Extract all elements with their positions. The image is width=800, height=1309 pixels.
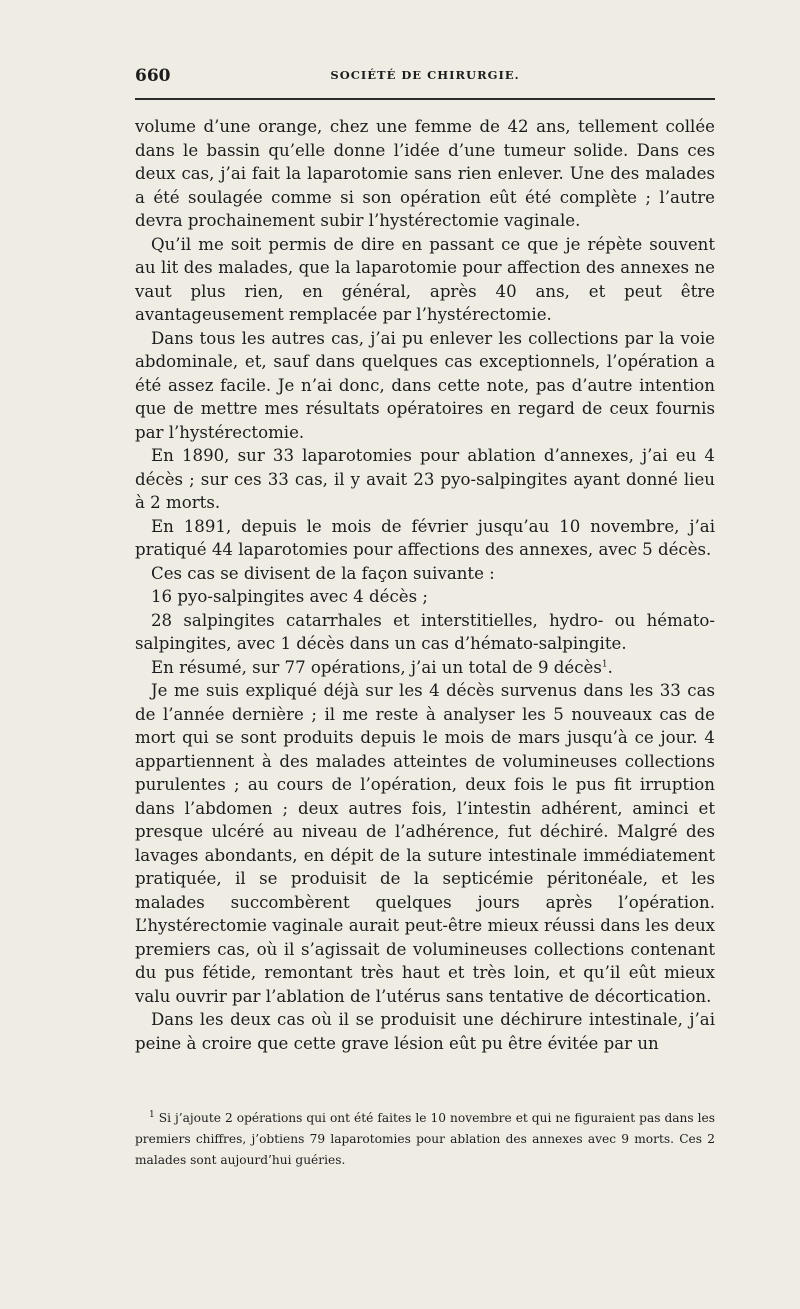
- paragraph-8: 28 salpingites catarrhales et interstitielles, hydro- ou hémato-salpingites, avec 1 décès dans un cas d’hémato-salpingite.: [135, 610, 715, 653]
- running-title: SOCIÉTÉ DE CHIRURGIE.: [330, 68, 520, 82]
- paragraph-11: Dans les deux cas où il se produisit une déchirure intestinale, j’ai peine à croire que cette grave lésion eût pu être évitée par un: [135, 1010, 715, 1053]
- footnote-reference[interactable]: 1: [601, 658, 608, 669]
- paragraph-resume: En résumé, sur 77 opérations, j’ai un total de 9 décès$^1$.: [151, 657, 613, 677]
- paragraph-5: En 1891, depuis le mois de février jusqu’au 10 novembre, j’ai pratiqué 44 laparotomies pour affections des annexes, avec 5 décès.: [135, 516, 715, 559]
- paragraph-7: 16 pyo-salpingites avec 4 décès ;: [151, 587, 428, 606]
- paragraph-2: Qu’il me soit permis de dire en passant ce que je répète souvent au lit des malades, que la laparotomie pour affection des annexes ne vaut plus rien, en général, après 40 ans, et peut être avantageusement remplacée par l’hystérectomie.: [135, 234, 715, 324]
- paragraph-10: Je me suis expliqué déjà sur les 4 décès survenus dans les 33 cas de l’année dernière ; il me reste à analyser les 5 nouveaux cas de mort qui se sont produits depuis le mois de mars jusqu’à ce jour. 4 appartiennent à des malades atteintes de volumineuses collections purulentes ; au cours de l’opération, deux fois le pus fit irruption dans l’abdomen ; deux autres fois, l’intestin adhérent, aminci et presque ulcéré au niveau de l’adhérence, fut déchiré. Malgré des lavages abondants, en dépit de la suture intestinale immédiatement pratiquée, il se produisit de la septicémie péritonéale, et les malades succombèrent quelques jours après l’opération. L’hystérectomie vaginale aurait peut-être mieux réussi dans les deux premiers cas, où il s’agissait de volumineuses collections contenant du pus fétide, remontant très haut et très loin, et qu’il eût mieux valu ouvrir par l’ablation de l’utérus sans tentative de décortication.: [135, 681, 715, 1006]
- footnote: [135, 1108, 715, 1171]
- paragraph-1: volume d’une orange, chez une femme de 42 ans, tellement collée dans le bassin qu’elle donne l’idée d’une tumeur solide. Dans ces deux cas, j’ai fait la laparotomie sans rien enlever. Une des malades a été soulagée comme si son opération eût été complète ; l’autre devra prochainement subir l’hystérectomie vaginale.: [135, 117, 715, 230]
- body-text: [135, 115, 715, 1055]
- header-rule: [135, 98, 715, 100]
- page-header: [135, 66, 715, 90]
- paragraph-6: Ces cas se divisent de la façon suivante :: [151, 563, 495, 583]
- page-number: 660: [135, 66, 171, 86]
- footnote-marker: 1: [149, 1109, 155, 1120]
- footnote-paragraph: [135, 1108, 715, 1171]
- resume-text: En résumé, sur 77 opérations, j’ai un total de 9 décès: [151, 657, 602, 677]
- paragraph-3: Dans tous les autres cas, j’ai pu enlever les collections par la voie abdominale, et, sauf dans quelques cas exceptionnels, l’opération a été assez facile. Je n’ai donc, dans cette note, pas d’autre intention que de mettre mes résultats opératoires en regard de ceux fournis par l’hystérectomie.: [135, 328, 715, 442]
- footnote-text: Si j’ajoute 2 opérations qui ont été faites le 10 novembre et qui ne figuraient pas dans les premiers chiffres, j’obtiens 79 laparotomies pour ablation des annexes avec 9 morts. Ces 2 malades sont aujourd’hui guéries.: [135, 1111, 715, 1167]
- paragraph-4: En 1890, sur 33 laparotomies pour ablation d’annexes, j’ai eu 4 décès ; sur ces 33 cas, il y avait 23 pyo-salpingites ayant donné lieu à 2 morts.: [135, 446, 715, 512]
